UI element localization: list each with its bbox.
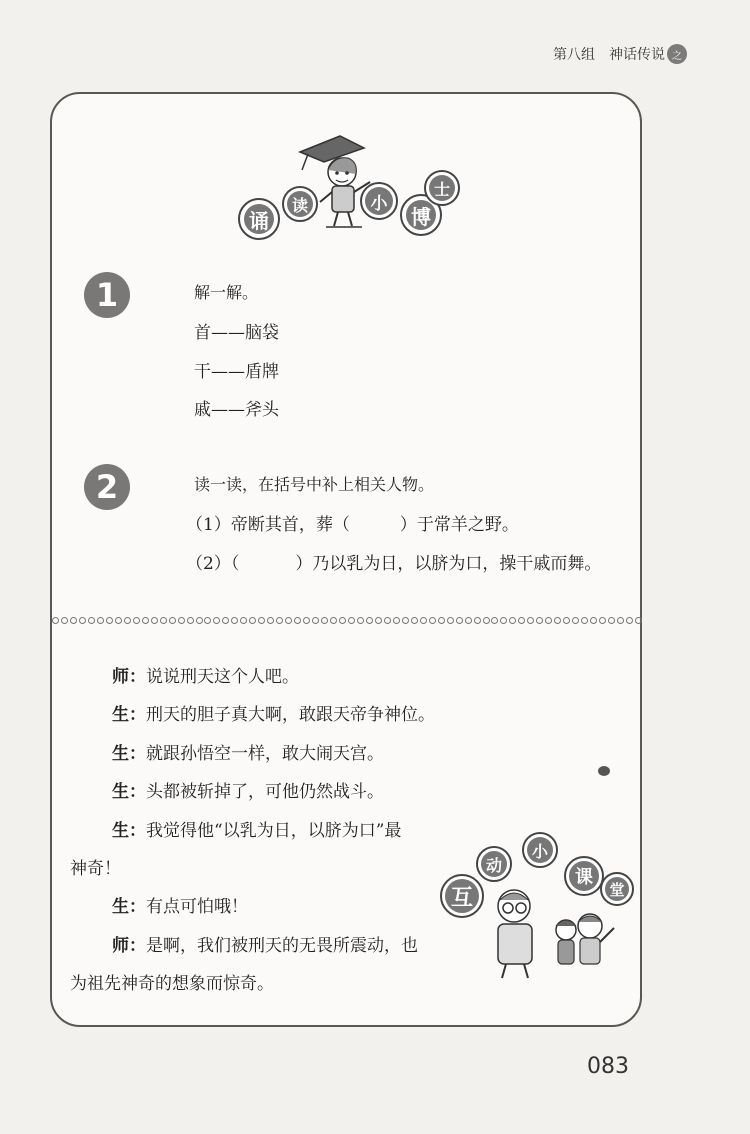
dialogue-line-4: 生：头都被斩掉了，可他仍然战斗。 — [112, 782, 384, 802]
logo-char-4: 博 — [400, 194, 442, 236]
divider-dot — [70, 617, 77, 624]
divider-dot — [52, 617, 59, 624]
section-1-number: 1 — [84, 272, 130, 318]
logo-char-2: 读 — [282, 186, 318, 222]
divider-dot — [626, 617, 633, 624]
divider-dot — [133, 617, 140, 624]
dialogue-line-6: 神奇！ — [70, 859, 121, 879]
divider-dot — [456, 617, 463, 624]
dialogue-line-2: 生：刑天的胆子真大啊，敢跟天帝争神位。 — [112, 705, 435, 725]
divider-dot — [554, 617, 561, 624]
divider-dot — [249, 617, 256, 624]
dialogue-line-8: 师：是啊，我们被刑天的无畏所震动，也 — [112, 936, 418, 956]
recite-logo — [232, 130, 472, 245]
divider-dot — [509, 617, 516, 624]
divider-dot — [285, 617, 292, 624]
logo2-char-2: 动 — [476, 846, 512, 882]
divider-dot — [500, 617, 507, 624]
divider-dot — [572, 617, 579, 624]
dialogue-line-7: 生：有点可怕哦！ — [112, 897, 248, 917]
header-title: 神话传说 — [609, 47, 665, 63]
divider-dot — [518, 617, 525, 624]
divider-dot — [563, 617, 570, 624]
divider-dot — [483, 617, 490, 624]
logo2-char-1: 互 — [440, 874, 484, 918]
section-1-line-3: 戚——斧头 — [194, 400, 279, 420]
divider-dot — [384, 617, 391, 624]
divider-dot — [213, 617, 220, 624]
divider-dot — [357, 617, 364, 624]
divider-dot — [465, 617, 472, 624]
divider-dot — [106, 617, 113, 624]
teacher-students-cartoon-icon — [480, 880, 620, 980]
section-1-instruction: 解一解。 — [194, 283, 259, 302]
divider-dot — [294, 617, 301, 624]
divider-dot — [169, 617, 176, 624]
divider-dot — [411, 617, 418, 624]
ink-blot — [598, 766, 610, 776]
divider-dot — [438, 617, 445, 624]
logo-char-1: 诵 — [238, 198, 280, 240]
divider-dot — [196, 617, 203, 624]
divider-dot — [187, 617, 194, 624]
logo2-char-3: 小 — [522, 832, 558, 868]
divider-dot — [375, 617, 382, 624]
divider-dot — [366, 617, 373, 624]
divider-dot — [429, 617, 436, 624]
divider-dot — [88, 617, 95, 624]
running-header — [553, 44, 687, 64]
divider-dot — [536, 617, 543, 624]
divider-dot — [330, 617, 337, 624]
page-number: 083 — [587, 1054, 629, 1079]
divider-dot — [527, 617, 534, 624]
divider-dot — [276, 617, 283, 624]
divider-dot — [545, 617, 552, 624]
divider-dot — [97, 617, 104, 624]
divider-dot — [151, 617, 158, 624]
logo2-char-4: 课 — [564, 856, 604, 896]
section-1-line-1: 首——脑袋 — [194, 323, 279, 343]
divider-dot — [590, 617, 597, 624]
divider-dot — [635, 617, 642, 624]
divider-dot — [178, 617, 185, 624]
divider-dot — [402, 617, 409, 624]
divider-dot — [204, 617, 211, 624]
divider-dot — [599, 617, 606, 624]
divider-dot — [303, 617, 310, 624]
header-badge: 之 — [667, 44, 687, 64]
dialogue-line-9: 为祖先神奇的想象而惊奇。 — [70, 974, 274, 994]
divider-dot — [617, 617, 624, 624]
divider-dot — [222, 617, 229, 624]
divider-dot — [420, 617, 427, 624]
divider-dot — [491, 617, 498, 624]
divider-dot — [608, 617, 615, 624]
header-group: 第八组 — [553, 47, 595, 63]
divider-dot — [79, 617, 86, 624]
divider-dot — [447, 617, 454, 624]
dialogue-line-3: 生：就跟孙悟空一样，敢大闹天宫。 — [112, 744, 384, 764]
section-2-item-2: （2）（ ）乃以乳为日，以脐为口，操干戚而舞。 — [186, 554, 602, 574]
divider-dot — [61, 617, 68, 624]
divider-dot — [581, 617, 588, 624]
divider-dot — [124, 617, 131, 624]
divider-dot — [231, 617, 238, 624]
section-2-item-1: （1）帝断其首，葬（ ）于常羊之野。 — [186, 515, 519, 535]
divider-dot — [474, 617, 481, 624]
logo2-char-5: 堂 — [600, 872, 634, 906]
divider-dot — [348, 617, 355, 624]
divider-dot — [267, 617, 274, 624]
divider-dot — [142, 617, 149, 624]
divider-dot — [321, 617, 328, 624]
section-1-line-2: 干——盾牌 — [194, 362, 279, 382]
divider-dot — [240, 617, 247, 624]
logo-char-3: 小 — [360, 182, 398, 220]
dialogue-line-1: 师：说说刑天这个人吧。 — [112, 667, 299, 687]
divider-dot — [115, 617, 122, 624]
section-2-number: 2 — [84, 464, 130, 510]
divider-dot — [339, 617, 346, 624]
dialogue-line-5: 生：我觉得他“以乳为日，以脐为口”最 — [112, 821, 402, 841]
divider-dot — [160, 617, 167, 624]
interactive-class-logo — [440, 830, 640, 980]
section-2-instruction: 读一读，在括号中补上相关人物。 — [194, 475, 435, 494]
divider-dot — [393, 617, 400, 624]
divider-dot — [258, 617, 265, 624]
dotted-divider — [52, 614, 642, 626]
logo-char-5: 士 — [424, 170, 460, 206]
divider-dot — [312, 617, 319, 624]
